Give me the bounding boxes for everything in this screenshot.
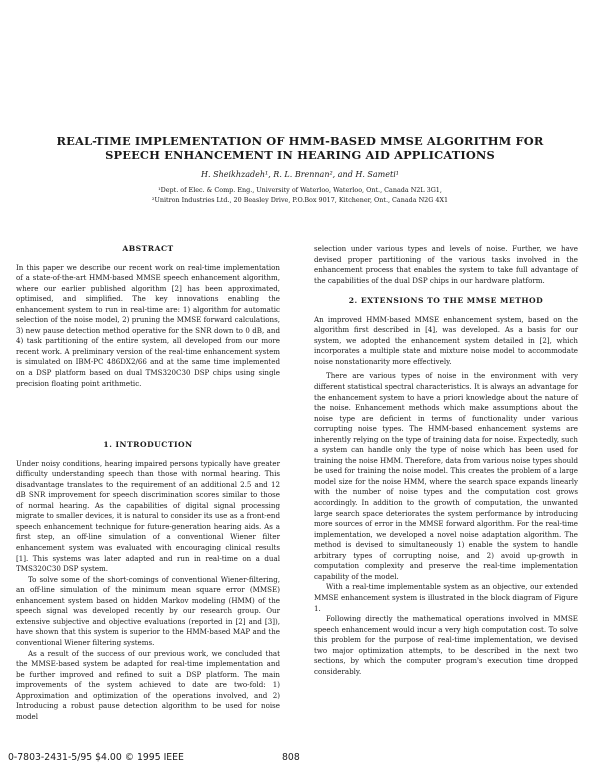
section2-paragraph: With a real-time implementable system as an objective, our extended MMSE enhancement system is illustrated in the block diagram of Figure 1.	[314, 582, 578, 613]
affiliation-2: ²Unitron Industries Ltd., 20 Beasley Drive, P.O.Box 9017, Kitchener, Ont., Canada N2G 4X1	[151, 196, 449, 204]
intro-paragraph: To solve some of the short-comings of conventional Wiener-filtering, an off-line simulation of the minimum mean square error (MMSE) enhancement system based on hidden Markov modeling (HMM) of the speech signal was developed recently by our research group. Our extensive subjective and objective evaluations (reported in [2] and [3]), have shown that this system is superior to the HMM-based MAP and the conventional Wiener filtering systems.	[16, 574, 280, 647]
abstract-text: In this paper we describe our recent work on real-time implementation of a state-of-the-art HMM-based MMSE speech enhancement algorithm, where our earlier published algorithm [2] has been approximated, optimised, and simplified. The key innovations enabling the enhancement system to run in real-time are: 1) algorithm for automatic selection of the noise model, 2) pruning the MMSE forward calculations, 3) new pause detection method operative for the SNR down to 0 dB, and 4) task partitioning of the entire system, all developed from our more recent work. A preliminary version of the real-time enhancement system is simulated on IBM-PC 486DX2/66 and at the same time implemented on a DSP platform based on dual TMS320C30 DSP chips using single precision floating point arithmetic.	[16, 262, 280, 388]
authors: H. Sheikhzadeh¹, R. L. Brennan², and H. Sameti¹	[201, 170, 399, 179]
intro-heading: 1. INTRODUCTION	[103, 440, 193, 450]
copyright-footer: 0-7803-2431-5/95 $4.00 © 1995 IEEE	[8, 752, 184, 763]
intro-paragraph: Under noisy conditions, hearing impaired persons typically have greater difficulty understanding speech than those with normal hearing. This disadvantage translates to the requirement of an additional 2.5 and 12 dB SNR improvement for speech discrimination scores similar to those of normal hearing. As the capabilities of digital signal processing migrate to smaller devices, it is natural to consider its use as a front-end speech enhancement technique for future-generation hearing aids. As a first step, an off-line simulation of a conventional Wiener filter enhancement system was evaluated with encouraging clinical results [1]. This systems was later adapted and run in real-time on a dual TMS320C30 DSP system.	[16, 458, 280, 574]
section2-continuation: selection under various types and levels of noise. Further, we have devised proper partitioning of the various tasks involved in the enhancement process that enables the system to take full advantage of the capabilities of the dual DSP chips in our hardware platform.	[314, 244, 578, 285]
right-column	[314, 244, 578, 677]
section2-paragraph: Following directly the mathematical operations involved in MMSE speech enhancement would incur a very high computation cost. To solve this problem for the purpose of real-time implementation, we devised two major optimization attempts, to be described in the next two sections, by which the computer program's execution time dropped considerably.	[314, 614, 578, 676]
left-column	[16, 244, 280, 722]
abstract-heading: ABSTRACT	[122, 244, 174, 253]
paper-title	[20, 134, 580, 162]
title-line-2: SPEECH ENHANCEMENT IN HEARING AID APPLICATIONS	[105, 148, 495, 162]
affiliation-1: ¹Dept. of Elec. & Comp. Eng., University of Waterloo, Waterloo, Ont., Canada N2L 3G1,	[158, 186, 442, 194]
page-number: 808	[282, 752, 300, 763]
section2-paragraph: There are various types of noise in the environment with very different statistical spectral characteristics. It is always an advantage for the enhancement system to have a priori knowledge about the nature of the noise. Enhancement methods which make assumptions about the noise type are deficient in terms of functionality under various corrupting noise types. The HMM-based enhancement systems are inherently relying on the type of training data for noise. Expectedly, such a system can handle only the type of noise which has been used for training the noise HMM. Therefore, data from various noise types should be used for training the noise model. This creates the problem of a large model size for the noise HMM, where the search space expands linearly with the number of noise types and the computation cost grows accordingly. In addition to the growth of computation, the unwanted large search space deteriorates the system performance by introducing more sources of error in the MMSE forward algorithm. For the real-time implementation, we developed a novel noise adaptation algorithm. The method is devised to simultaneously 1) enable the system to handle arbitrary types of corrupting noise, and 2) avoid up-growth in computation complexity and preserve the real-time implementation capability of the model.	[314, 371, 578, 581]
section2-heading: 2. EXTENSIONS TO THE MMSE METHOD	[348, 296, 544, 306]
title-line-1: REAL-TIME IMPLEMENTATION OF HMM-BASED MMSE ALGORITHM FOR	[56, 134, 544, 148]
section2-paragraph: An improved HMM-based MMSE enhancement system, based on the algorithm first described in [4], was developed. As a basis for our system, we adopted the enhancement system detailed in [2], which incorporates a multiple state and mixture noise model to accommodate noise nonstationarity more effectively.	[314, 314, 578, 366]
intro-paragraph: As a result of the success of our previous work, we concluded that the MMSE-based system be adapted for real-time implementation and be further improved and refined to suit a DSP platform. The main improvements of the system achieved to date are two-fold: 1) Approximation and optimization of the operations involved, and 2) Introducing a robust pause detection algorithm to be used for noise model	[16, 648, 280, 721]
